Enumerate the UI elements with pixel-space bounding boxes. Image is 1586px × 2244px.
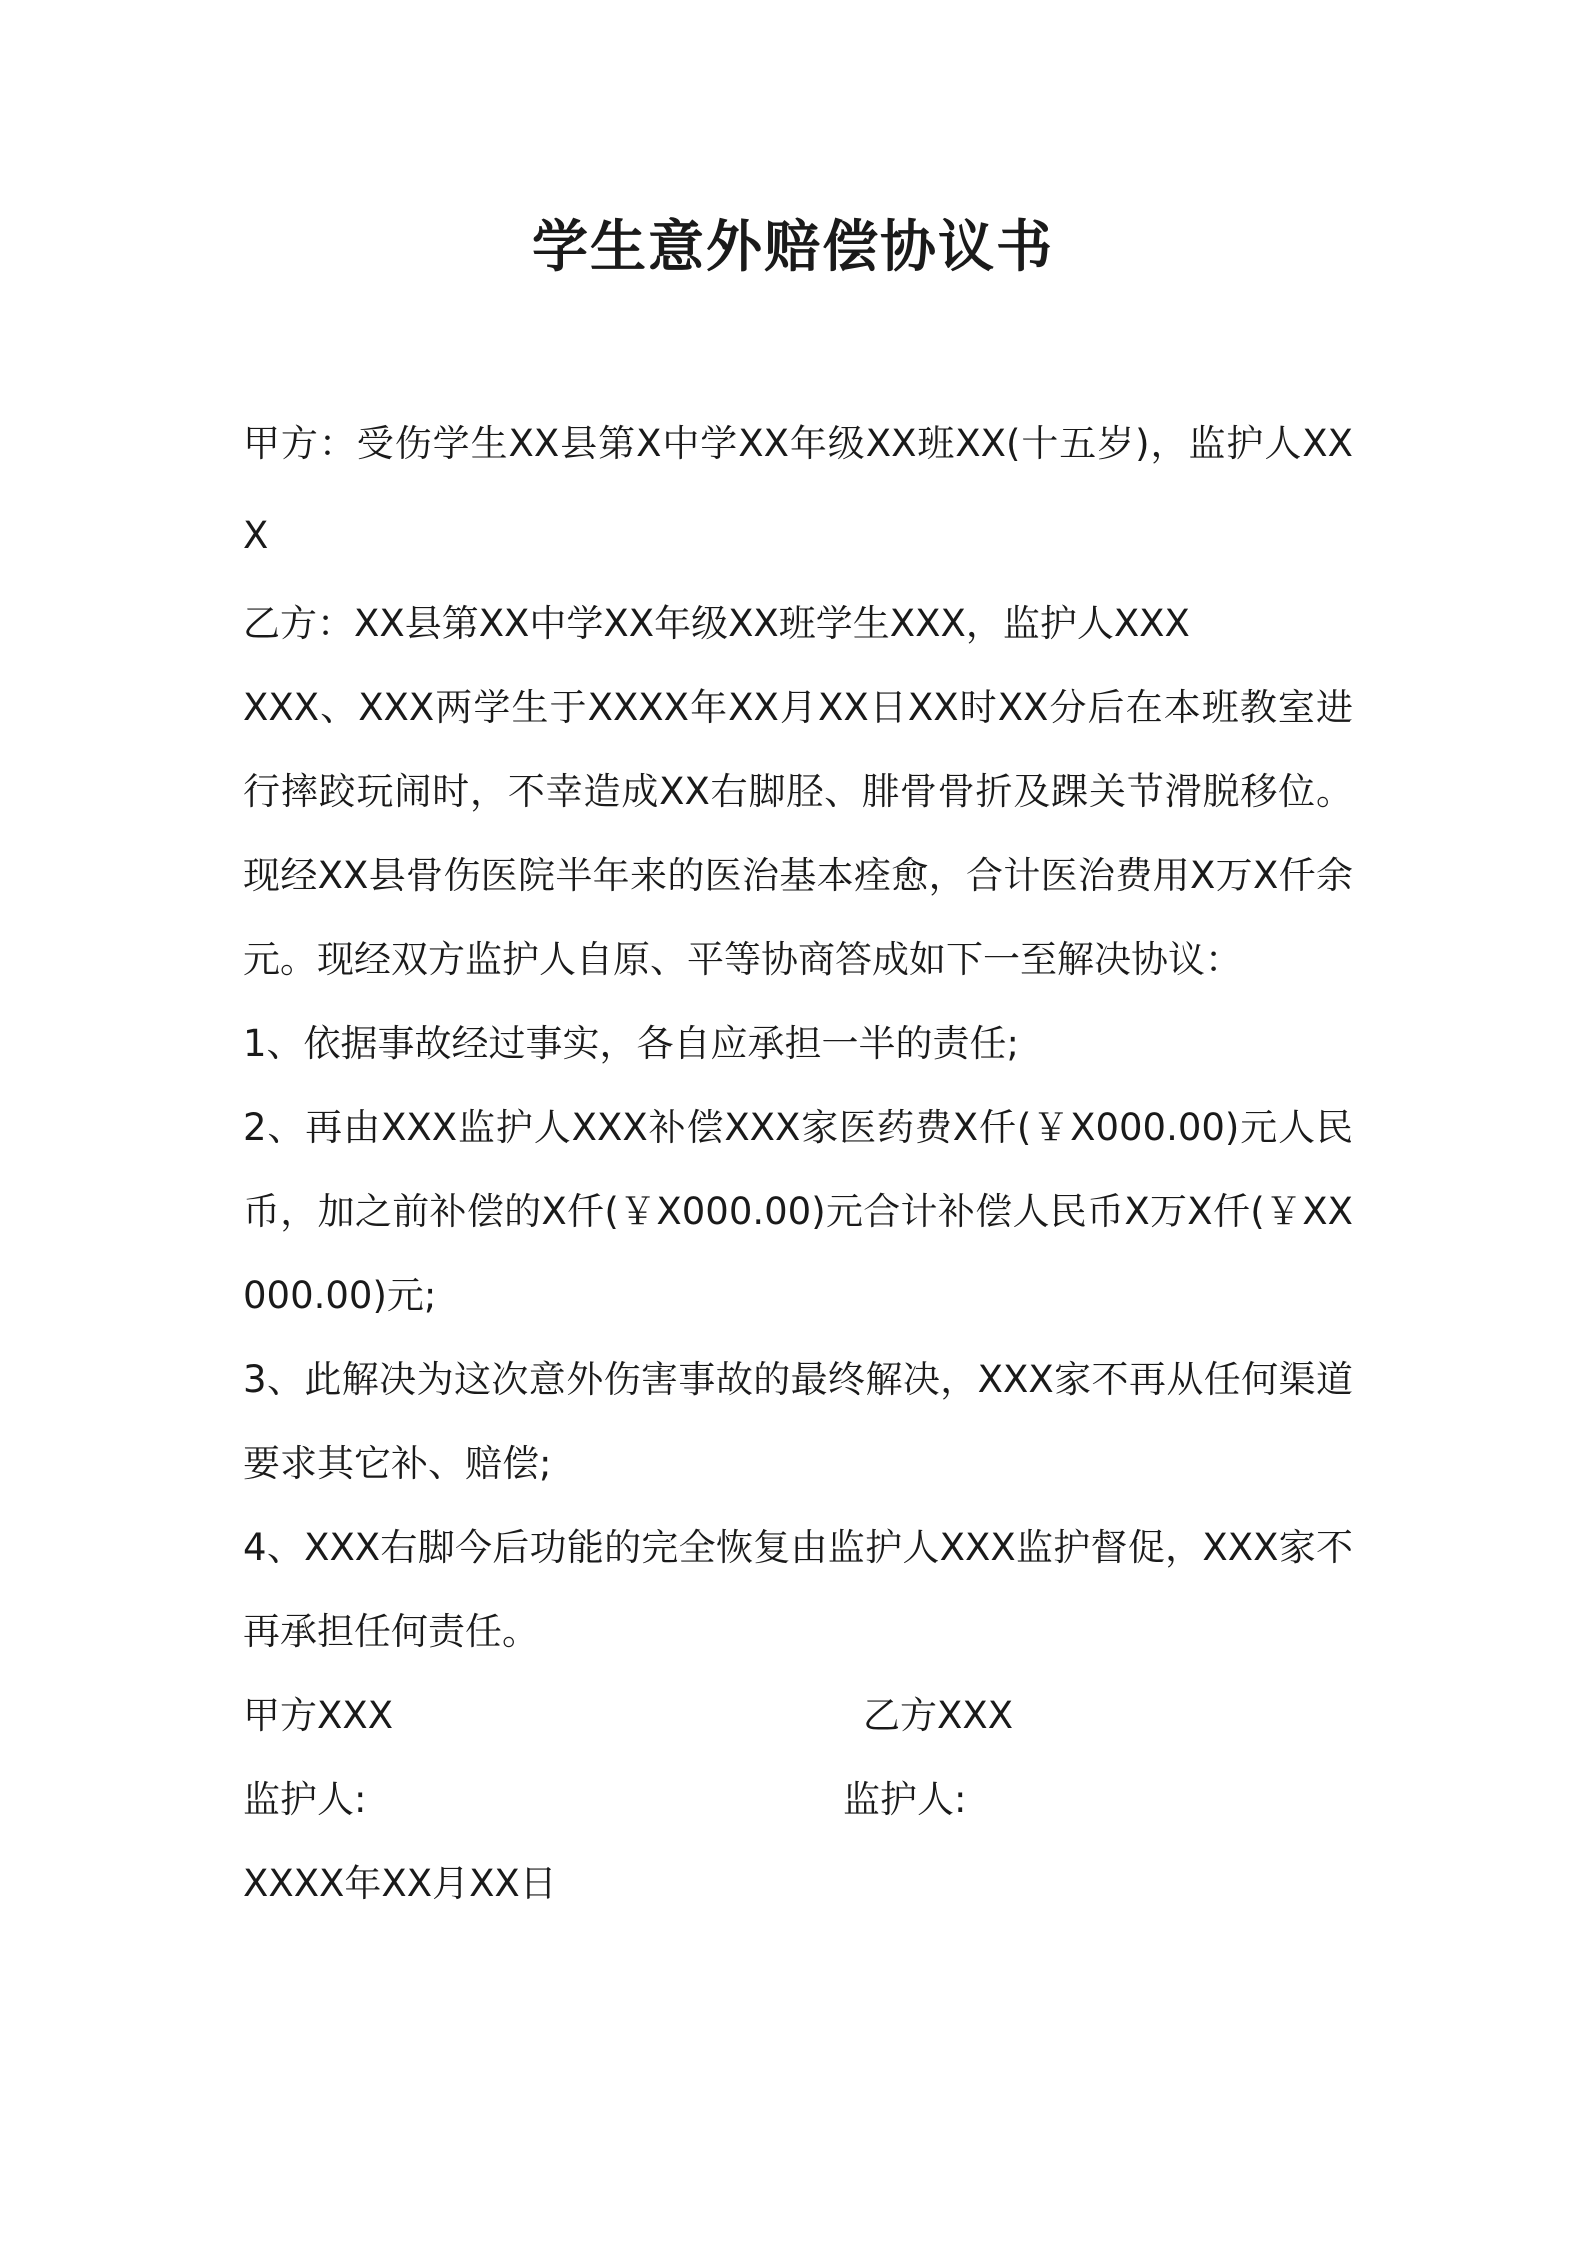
clause-3: 3、此解决为这次意外伤害事故的最终解决，XXX家不再从任何渠道要求其它补、赔偿; — [243, 1358, 1353, 1485]
document-body — [243, 398, 1353, 1926]
party-b-paragraph: 乙方：XX县第XX中学XX年级XX班学生XXX，监护人XXX — [243, 602, 1190, 645]
document-date: XXXX年XX月XX日 — [243, 1862, 557, 1905]
party-a-signature: 甲方XXX — [243, 1694, 394, 1737]
clause-2: 2、再由XXX监护人XXX补偿XXX家医药费X仟(￥X000.00)元人民币，加之前补偿的X仟(￥X000.00)元合计补偿人民币X万X仟(￥XX000.00)元; — [243, 1106, 1353, 1317]
guardian-b-signature: 监护人: — [843, 1778, 967, 1821]
party-a-paragraph: 甲方：受伤学生XX县第X中学XX年级XX班XX(十五岁)，监护人XXX — [243, 422, 1353, 557]
party-b-signature: 乙方XXX — [863, 1694, 1014, 1737]
facts-paragraph: XXX、XXX两学生于XXXX年XX月XX日XX时XX分后在本班教室进行摔跤玩闹时，不幸造成XX右脚胫、腓骨骨折及踝关节滑脱移位。现经XX县骨伤医院半年来的医治基本痊愈，合计医治费用X万X仟余元。现经双方监护人自原、平等协商答成如下一至解决协议： — [243, 686, 1353, 981]
clause-1: 1、依据事故经过事实，各自应承担一半的责任; — [243, 1022, 1020, 1065]
signature-row-guardians — [243, 1758, 1353, 1842]
document-title: 学生意外赔偿协议书 — [532, 215, 1054, 280]
guardian-a-signature: 监护人: — [243, 1778, 367, 1821]
signature-row-parties — [243, 1674, 1353, 1758]
clause-4: 4、XXX右脚今后功能的完全恢复由监护人XXX监护督促，XXX家不再承担任何责任。 — [243, 1526, 1353, 1653]
